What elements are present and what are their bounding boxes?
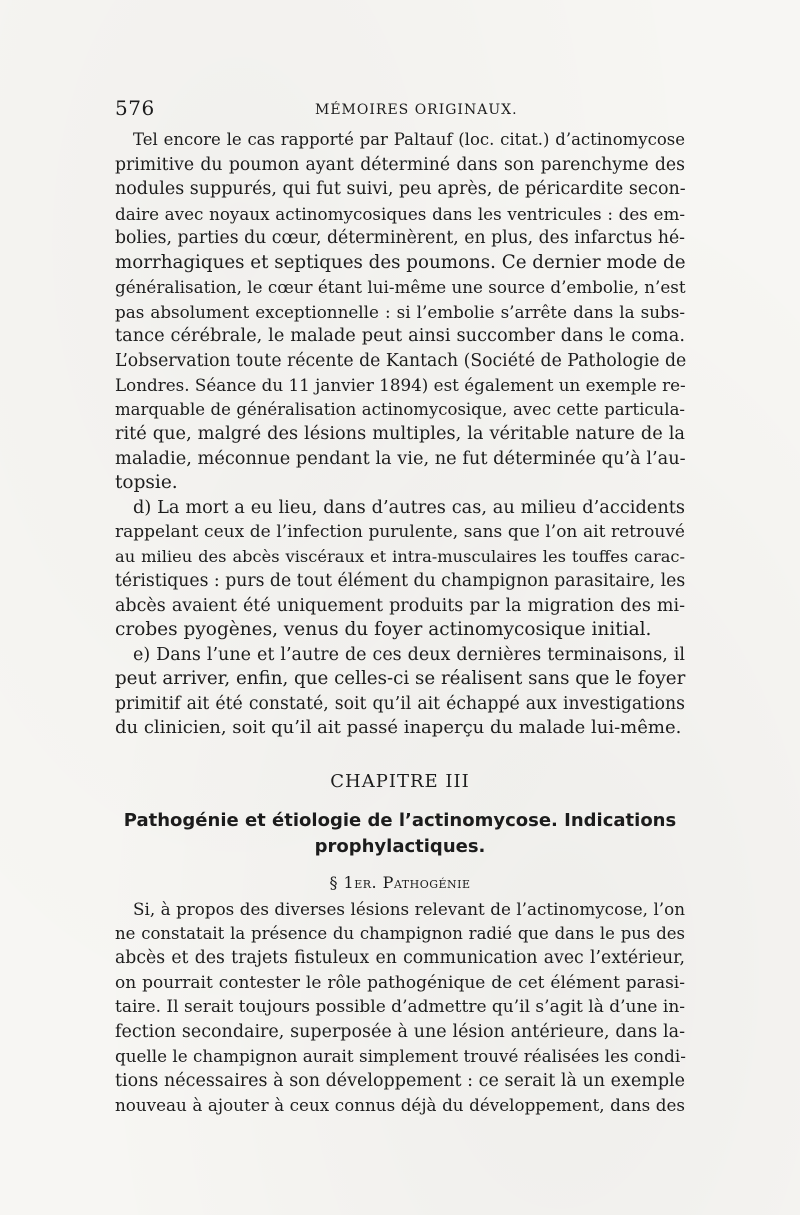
text-line: au milieu des abcès viscéraux et intra-musculaires les touffes carac- <box>115 546 685 566</box>
text-line: morrhagiques et septiques des poumons. Ce dernier mode de <box>115 251 686 273</box>
text-line: Londres. Séance du 11 janvier 1894) est également un exemple re- <box>115 375 686 395</box>
text-line: généralisation, le cœur étant lui-même une source d’embolie, n’est <box>115 277 686 297</box>
running-title: MÉMOIRES ORIGINAUX. <box>315 102 518 118</box>
text-line: marquable de généralisation actinomycosique, avec cette particula- <box>115 399 685 419</box>
subsection-heading <box>0 873 800 892</box>
section-title <box>115 808 685 860</box>
text-line: Si, à propos des diverses lésions relevant de l’actinomycose, l’on <box>133 899 685 919</box>
text-line: tions nécessaires à son développement : ce serait là un exemple <box>115 1070 685 1091</box>
text-line: abcès avaient été uniquement produits par la migration des mi- <box>115 595 685 616</box>
text-line: pas absolument exceptionnelle : si l’embolie s’arrête dans la subs- <box>115 301 685 322</box>
text-line: primitive du poumon ayant déterminé dans son parenchyme des <box>115 154 685 175</box>
section-title-line-2: prophylactiques. <box>314 836 486 857</box>
text-line: topsie. <box>115 472 178 493</box>
text-line: on pourrait contester le rôle pathogénique de cet élément parasi- <box>115 972 685 993</box>
body-text-block-1 <box>115 128 685 741</box>
text-line: tance cérébrale, le malade peut ainsi succomber dans le coma. <box>115 326 685 346</box>
text-line: rité que, malgré des lésions multiples, la véritable nature de la <box>115 424 685 444</box>
text-line: bolies, parties du cœur, déterminèrent, en plus, des infarctus hé- <box>115 228 685 248</box>
text-line: fection secondaire, superposée à une lésion antérieure, dans la- <box>115 1021 685 1042</box>
text-line: crobes pyogènes, venus du foyer actinomycosique initial. <box>115 619 652 640</box>
chapter-heading <box>0 771 800 792</box>
text-line: peut arriver, enfin, que celles-ci se réalisent sans que le foyer <box>115 668 686 689</box>
text-line: Tel encore le cas rapporté par Paltauf (loc. citat.) d’actinomycose <box>133 130 685 149</box>
text-line: L’observation toute récente de Kantach (Société de Pathologie de <box>115 350 687 371</box>
chapter-heading-text: CHAPITRE III <box>330 771 470 792</box>
text-line: maladie, méconnue pendant la vie, ne fut déterminée qu’à l’au- <box>115 448 686 469</box>
page-header <box>115 96 685 124</box>
body-text-block-2 <box>115 897 685 1118</box>
subsection-heading-text: § 1er. Pathogénie <box>329 873 471 892</box>
page-number: 576 <box>115 96 155 120</box>
text-line: d) La mort a eu lieu, dans d’autres cas, au milieu d’accidents <box>133 497 685 518</box>
text-line: abcès et des trajets fistuleux en communication avec l’extérieur, <box>115 948 685 968</box>
text-line: nodules suppurés, qui fut suivi, peu après, de péricardite secon- <box>115 179 686 199</box>
text-line: rappelant ceux de l’infection purulente, sans que l’on ait retrouvé <box>115 522 685 542</box>
text-line: primitif ait été constaté, soit qu’il ait échappé aux investigations <box>115 693 685 714</box>
text-line: quelle le champignon aurait simplement trouvé réalisées les condi- <box>115 1046 686 1066</box>
text-line: e) Dans l’une et l’autre de ces deux dernières terminaisons, il <box>133 644 685 665</box>
section-title-line-1: Pathogénie et étiologie de l’actinomycose. Indications <box>123 810 677 831</box>
text-line: téristiques : purs de tout élément du champignon parasitaire, les <box>115 571 686 591</box>
text-line: nouveau à ajouter à ceux connus déjà du développement, dans des <box>115 1095 685 1115</box>
text-line: du clinicien, soit qu’il ait passé inaperçu du malade lui-même. <box>115 717 682 738</box>
text-line: ne constatait la présence du champignon radié que dans le pus des <box>115 923 685 943</box>
text-line: taire. Il serait toujours possible d’admettre qu’il s’agit là d’une in- <box>115 997 686 1017</box>
text-line: daire avec noyaux actinomycosiques dans les ventricules : des em- <box>115 203 685 224</box>
